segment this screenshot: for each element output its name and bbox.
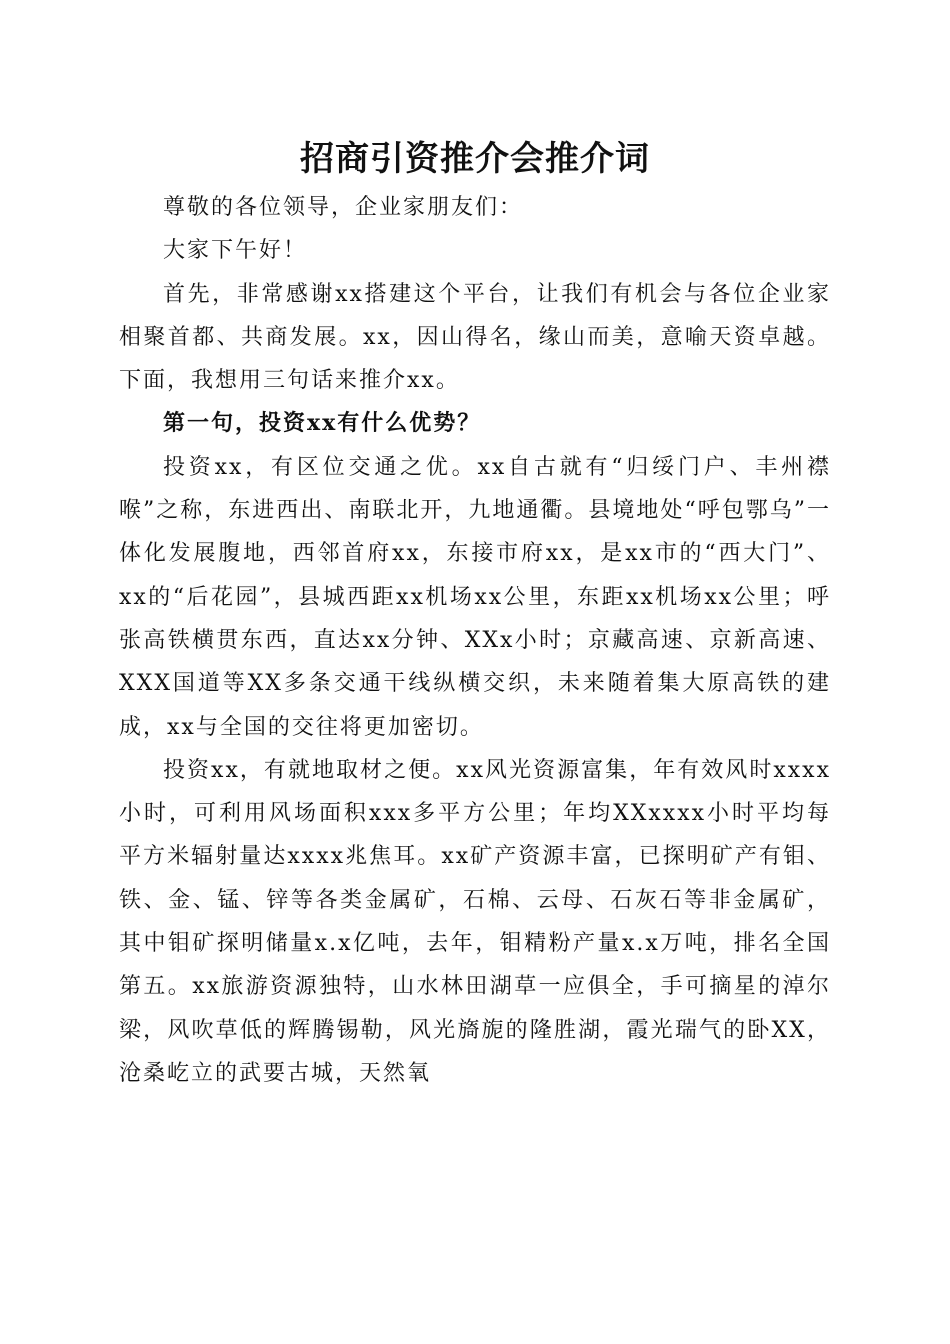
paragraph-greeting: 大家下午好！: [163, 238, 308, 264]
document-title: 招商引资推介会推介词: [300, 139, 650, 179]
paragraph-location-advantage: 投资xx，有区位交通之优。xx自古就有“归绥门户、丰州襟喉”之称，东进西出、南联北开，九地通衢。县境地处“呼包鄂乌”一体化发展腹地，西邻首府xx，东接市府xx，是xx市的“西大门”、xx的“后花园”，县城西距xx机场xx公里，东距xx机场xx公里；呼张高铁横贯东西，直达xx分钟、XXx小时；京藏高速、京新高速、XXX国道等XX多条交通干线纵横交织，未来随着集大原高铁的建成，xx与全国的交往将更加密切。: [119, 454, 831, 740]
document-body: [119, 186, 831, 1095]
section-heading-first-point: 第一句，投资xx有什么优势？: [163, 410, 482, 437]
paragraph-salutation: 尊敬的各位领导，企业家朋友们：: [163, 195, 524, 220]
paragraph-introduction: 首先，非常感谢xx搭建这个平台，让我们有机会与各位企业家相聚首都、共商发展。xx，因山得名，缘山而美，意喻天资卓越。下面，我想用三句话来推介xx。: [119, 281, 831, 394]
paragraph-resource-advantage: 投资xx，有就地取材之便。xx风光资源富集，年有效风时xxxx小时，可利用风场面积xxx多平方公里；年均XXxxxx小时平均每平方米辐射量达xxxx兆焦耳。xx矿产资源丰富，已探明矿产有钼、铁、金、锰、锌等各类金属矿，石棉、云母、石灰石等非金属矿，其中钼矿探明储量x.x亿吨，去年，钼精粉产量x.x万吨，排名全国第五。xx旅游资源独特，山水林田湖草一应俱全，手可摘星的淖尔梁，风吹草低的辉腾锡勒，风光旖旎的隆胜湖，霞光瑞气的卧XX，沧桑屹立的武要古城，天然氧: [119, 757, 831, 1086]
